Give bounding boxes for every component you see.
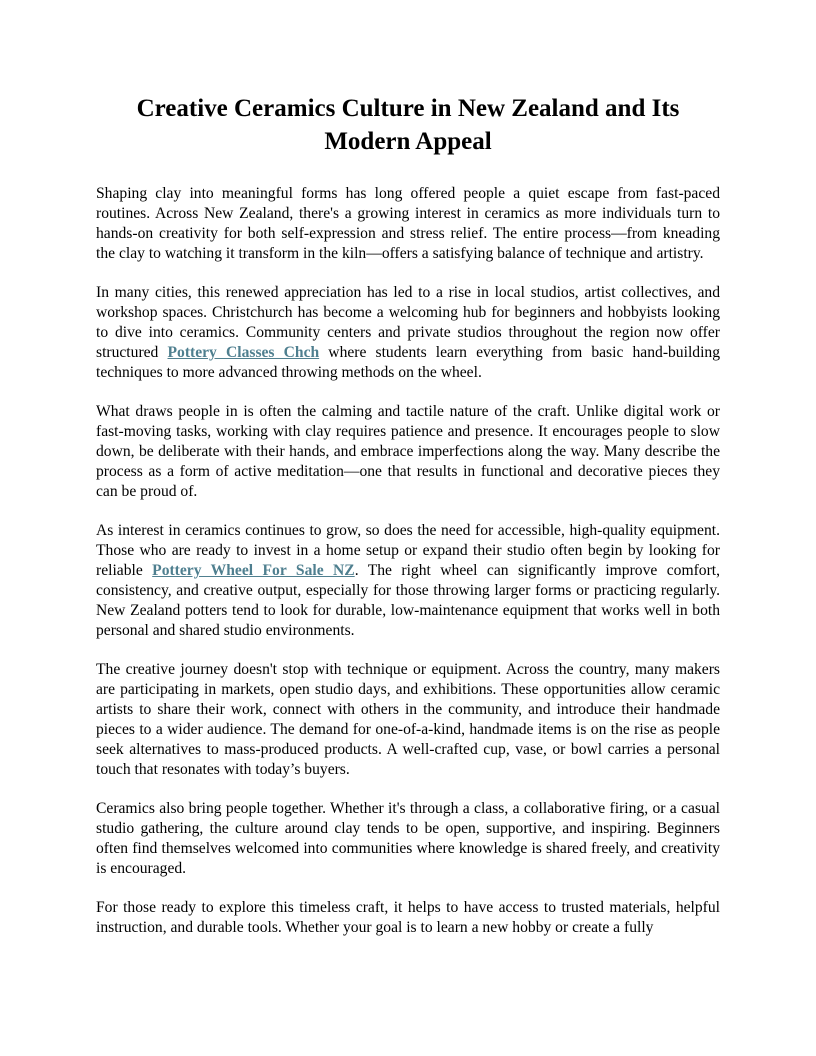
- pottery-classes-link[interactable]: Pottery Classes Chch: [167, 344, 320, 361]
- paragraph-7: For those ready to explore this timeless craft, it helps to have access to trusted materials, helpful instruction, and durable tools. Whether your goal is to learn a new hobby or create a fully: [96, 899, 720, 936]
- paragraph-5: The creative journey doesn't stop with technique or equipment. Across the country, many makers are participating in markets, open studio days, and exhibitions. These opportunities allow ceramic artists to share their work, connect with others in the community, and introduce their handmade pieces to a wider audience. The demand for one-of-a-kind, handmade items is on the rise as people seek alternatives to mass-produced products. A well-crafted cup, vase, or bowl carries a personal touch that resonates with today’s buyers.: [96, 661, 720, 778]
- paragraph-1: Shaping clay into meaningful forms has long offered people a quiet escape from fast-paced routines. Across New Zealand, there's a growing interest in ceramics as more individuals turn to hands-on creativity for both self-expression and stress relief. The entire process—from kneading the clay to watching it transform in the kiln—offers a satisfying balance of technique and artistry.: [96, 185, 720, 262]
- document-page: [96, 92, 720, 957]
- paragraph-text: where students learn everything from basic hand-building techniques to more advanced throwing methods on the wheel.: [96, 344, 720, 381]
- paragraph-text: As interest in ceramics continues to grow, so does the need for accessible, high-quality equipment. Those who are ready to invest in a home setup or expand their studio often begin by looking for reliable: [96, 522, 720, 579]
- paragraph-3: What draws people in is often the calming and tactile nature of the craft. Unlike digital work or fast-moving tasks, working with clay requires patience and presence. It encourages people to slow down, be deliberate with their hands, and embrace imperfections along the way. Many describe the process as a form of active meditation—one that results in functional and decorative pieces they can be proud of.: [96, 403, 720, 500]
- pottery-wheel-link[interactable]: Pottery Wheel For Sale NZ: [152, 562, 355, 579]
- paragraph-text: . The right wheel can significantly improve comfort, consistency, and creative output, especially for those throwing larger forms or practicing regularly. New Zealand potters tend to look for durable, low-maintenance equipment that works well in both personal and shared studio environments.: [96, 562, 720, 639]
- paragraph-4: [96, 521, 720, 641]
- paragraph-6: Ceramics also bring people together. Whether it's through a class, a collaborative firing, or a casual studio gathering, the culture around clay tends to be open, supportive, and inspiring. Beginners often find themselves welcomed into communities where knowledge is shared freely, and creativity is encouraged.: [96, 800, 720, 877]
- paragraph-2: [96, 283, 720, 383]
- paragraph-text: In many cities, this renewed appreciation has led to a rise in local studios, artist collectives, and workshop spaces. Christchurch has become a welcoming hub for beginners and hobbyists looking to dive into ceramics. Community centers and private studios throughout the region now offer structured: [96, 284, 720, 361]
- document-title: Creative Ceramics Culture in New Zealand and Its Modern Appeal: [136, 95, 680, 155]
